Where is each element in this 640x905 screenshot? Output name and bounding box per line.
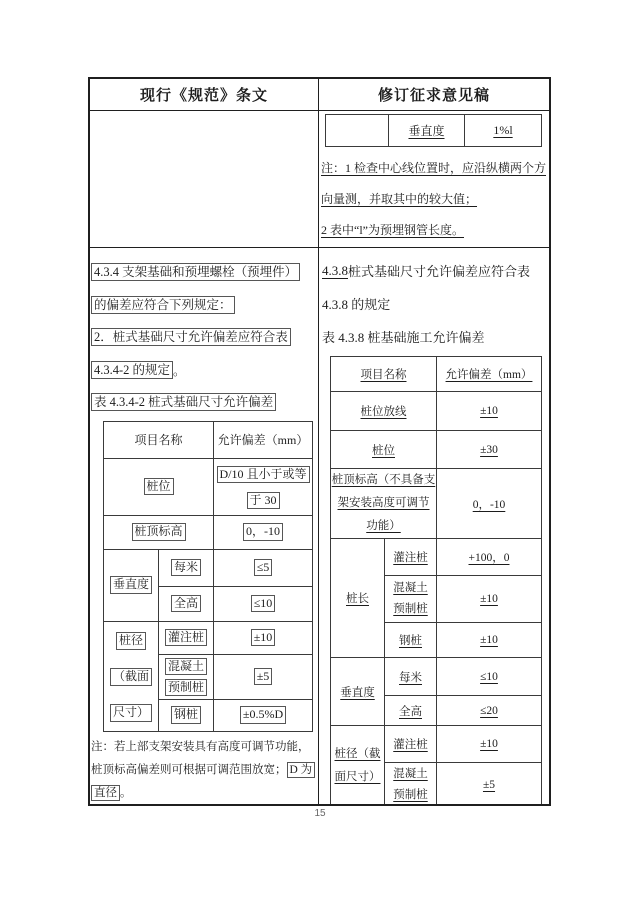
label-line (104, 694, 158, 730)
table-row (331, 469, 542, 539)
fragment-label-text: 垂直度 (408, 124, 445, 138)
label-line (331, 492, 436, 515)
note-text: 。 (120, 786, 132, 799)
header-item-name-cell (331, 357, 437, 392)
cell-text: （截面 (110, 668, 152, 686)
cell-text: 灌注桩 (393, 552, 428, 564)
precast-pile-value-cell (437, 763, 542, 805)
precast-pile-value-cell (437, 576, 542, 623)
pile-diameter-label-cell (104, 621, 159, 731)
cast-pile-value-cell (437, 726, 542, 763)
table-row (104, 621, 313, 654)
page-number: 15 (314, 808, 326, 819)
note-line (91, 759, 318, 782)
paragraph-line (91, 289, 318, 322)
cast-pile-value-cell (437, 539, 542, 576)
revision-boxed-text: 的偏差应符合下列规定： (91, 296, 235, 314)
note-text: 桩顶标高偏差则可根据可调范围放宽； (91, 763, 287, 776)
label-line (104, 622, 158, 658)
table-row (331, 392, 542, 431)
cell-text: 项目名称 (360, 369, 407, 381)
revision-boxed-text: D 为 (287, 762, 316, 779)
steel-pile-label-cell (159, 699, 214, 731)
header-revision-draft-label: 修订征求意见稿 (377, 88, 490, 104)
header-tolerance-cell (437, 357, 542, 392)
cell-text: 桩位 (144, 478, 174, 496)
cell-text: 0，-10 (243, 523, 283, 541)
cell-text: 允许偏差（mm） (445, 369, 533, 381)
paragraph-line (91, 256, 318, 289)
per-meter-label-cell (159, 549, 214, 586)
table-row (104, 421, 313, 458)
cast-pile-label-cell (385, 539, 437, 576)
steel-pile-label-cell (385, 623, 437, 658)
paragraph-line (91, 321, 318, 354)
cell-text: 每米 (171, 559, 201, 577)
note-line (321, 215, 549, 246)
label-line (331, 766, 384, 789)
cell-text: 预制桩 (393, 603, 428, 615)
fragment-row (326, 115, 542, 147)
table-row (104, 549, 313, 586)
cell-text: 0，-10 (472, 498, 506, 511)
pile-position-label-cell (331, 431, 437, 469)
cell-text: 桩径 (116, 632, 146, 650)
precast-pile-label-cell (159, 654, 214, 699)
table-row (331, 726, 542, 763)
cell-text: ≤20 (480, 704, 498, 717)
current-spec-tolerance-table (103, 421, 313, 732)
cell-text: 钢桩 (399, 635, 422, 647)
label-line (385, 785, 436, 805)
pile-layout-label-cell (331, 392, 437, 431)
cell-text: +100，0 (468, 552, 510, 564)
steel-pile-value-cell (214, 699, 313, 731)
header-tolerance-cell (214, 421, 313, 458)
revision-tolerance-table (330, 356, 542, 804)
revision-paragraphs (322, 254, 549, 353)
note-text: 注：1 检查中心线位置时，应沿纵横两个方 (321, 161, 547, 175)
note-line (321, 184, 549, 215)
label-line (104, 658, 158, 694)
cell-text: ≤5 (254, 559, 273, 577)
table-caption-line (322, 320, 549, 353)
paragraph-text: 4.3.8 的规定 (322, 297, 391, 312)
label-line (331, 515, 436, 538)
cell-text: 混凝土 (393, 767, 428, 780)
cell-text: 预制桩 (165, 679, 207, 697)
note-text: 向量测，并取其中的较大值； (321, 192, 478, 206)
table-row (331, 539, 542, 576)
fragment-empty-cell (326, 115, 389, 147)
cell-text: 允许偏差（mm） (217, 433, 309, 447)
cell-text: ±5 (482, 778, 496, 791)
cell-text: 桩径（截 (334, 748, 381, 760)
content-row-top (90, 111, 549, 248)
cell-text: ±10 (480, 593, 498, 605)
label-line (385, 764, 436, 785)
precast-pile-label-cell (385, 763, 437, 805)
header-cell-revision-draft (319, 79, 549, 110)
paragraph-text: 。 (173, 363, 186, 378)
cell-text: 钢桩 (171, 706, 201, 724)
cell-text: ±10 (251, 629, 276, 647)
table-row (104, 515, 313, 549)
table-row (331, 658, 542, 696)
full-height-value-cell (214, 586, 313, 621)
cell-text: 垂直度 (110, 576, 152, 594)
cell-text: ±10 (480, 634, 498, 646)
per-meter-label-cell (385, 658, 437, 696)
verticality-label-cell (331, 658, 385, 726)
pile-diameter-label-cell (331, 726, 385, 805)
header-cell-current-spec (90, 79, 319, 110)
current-spec-note (91, 736, 318, 805)
pile-top-value-cell (437, 469, 542, 539)
pile-position-value-cell (214, 458, 313, 515)
note-line (91, 782, 318, 805)
revision-boxed-text: 2．桩式基础尺寸允许偏差应符合表 (91, 328, 291, 346)
revision-top-cell (319, 111, 549, 247)
pile-position-value-cell (437, 431, 542, 469)
note-line (91, 736, 318, 759)
table-row (331, 357, 542, 392)
cell-text: 混凝土 (393, 582, 428, 594)
content-row-main (90, 248, 549, 804)
cell-text: ±0.5%D (240, 706, 286, 724)
current-spec-paragraphs (91, 256, 318, 419)
precast-pile-label-cell (385, 576, 437, 623)
cell-text: 面尺寸） (334, 771, 381, 783)
precast-pile-value-cell (214, 654, 313, 699)
cell-text: 项目名称 (134, 433, 183, 447)
cell-text: ≤10 (251, 595, 276, 613)
revision-draft-cell (319, 248, 549, 804)
label-line (159, 677, 213, 698)
pile-layout-value-cell (437, 392, 542, 431)
cast-pile-label-cell (159, 621, 214, 654)
cell-text: 灌注桩 (165, 629, 207, 647)
note-text: 2 表中“l”为预埋钢管长度。 (321, 223, 464, 237)
cell-text: 桩顶标高（不具备支 (331, 474, 436, 486)
label-line (385, 599, 436, 620)
pile-length-label-cell (331, 539, 385, 658)
cell-text: ≤10 (480, 670, 498, 683)
cell-text: 桩顶标高 (132, 523, 186, 541)
table-caption-text: 表 4.3.8 桩基础施工允许偏差 (322, 330, 485, 345)
verticality-label-cell (104, 549, 159, 621)
table-header-row (90, 79, 549, 111)
label-line (385, 578, 436, 599)
table-row (331, 431, 542, 469)
revision-boxed-text: 直径 (91, 785, 120, 802)
comparison-table (88, 77, 551, 806)
cell-text: 桩长 (346, 593, 369, 605)
pile-top-label-cell (331, 469, 437, 539)
cell-text: ±10 (480, 405, 498, 417)
header-current-spec-label: 现行《规范》条文 (139, 88, 268, 104)
cell-text: ±5 (254, 668, 273, 686)
cell-text: 于 30 (247, 492, 280, 510)
fragment-value-cell (465, 115, 542, 147)
cast-pile-value-cell (214, 621, 313, 654)
revision-boxed-text: 4.3.4 支架基础和预埋螺栓（预埋件） (91, 263, 300, 281)
clause-number: 4.3.8 (322, 262, 348, 278)
full-height-value-cell (437, 696, 542, 726)
revision-boxed-text: 表 4.3.4-2 桩式基础尺寸允许偏差 (91, 393, 276, 411)
pile-top-label-cell (104, 515, 214, 549)
cell-text: 垂直度 (340, 686, 375, 699)
cell-text: ±10 (480, 738, 498, 750)
fragment-label-cell (389, 115, 465, 147)
cell-text: 尺寸） (110, 704, 152, 722)
label-line (159, 656, 213, 677)
cell-text: 桩位 (372, 444, 395, 457)
cell-text: 全高 (399, 705, 422, 718)
per-meter-value-cell (214, 549, 313, 586)
paragraph-line (322, 254, 549, 287)
cell-text: 全高 (171, 595, 201, 613)
cell-text: D/10 且小于或等 (217, 466, 310, 484)
value-line (214, 487, 312, 513)
cell-text: 架安装高度可调节 (337, 497, 430, 509)
current-spec-cell (90, 248, 319, 804)
cell-text: 桩位放线 (360, 406, 407, 418)
pile-top-value-cell (214, 515, 313, 549)
paragraph-line (91, 354, 318, 387)
full-height-label-cell (385, 696, 437, 726)
value-line (214, 461, 312, 487)
header-item-name-cell (104, 421, 214, 458)
steel-pile-value-cell (437, 623, 542, 658)
label-line (331, 469, 436, 492)
revision-boxed-text: 4.3.4-2 的规定 (91, 361, 173, 379)
current-spec-empty-cell (90, 111, 319, 247)
table-row (104, 458, 313, 515)
fragment-value-text: 1%l (493, 123, 513, 137)
pile-position-label-cell (104, 458, 214, 515)
cell-text: 灌注桩 (393, 739, 428, 751)
note-line (321, 153, 549, 184)
cell-text: 每米 (399, 671, 422, 684)
paragraph-text: 桩式基础尺寸允许偏差应符合表 (348, 264, 531, 279)
label-line (331, 743, 384, 766)
per-meter-value-cell (437, 658, 542, 696)
cell-text: 混凝土 (165, 658, 207, 676)
cell-text: 功能） (366, 520, 401, 532)
full-height-label-cell (159, 586, 214, 621)
cell-text: 预制桩 (393, 788, 428, 801)
paragraph-line (322, 287, 549, 320)
table-caption-line (91, 386, 318, 419)
note-text: 注：若上部支架安装具有高度可调节功能， (91, 740, 310, 753)
cast-pile-label-cell (385, 726, 437, 763)
cell-text: ±30 (480, 443, 498, 456)
previous-table-fragment (325, 114, 542, 147)
fragment-notes (321, 153, 549, 246)
